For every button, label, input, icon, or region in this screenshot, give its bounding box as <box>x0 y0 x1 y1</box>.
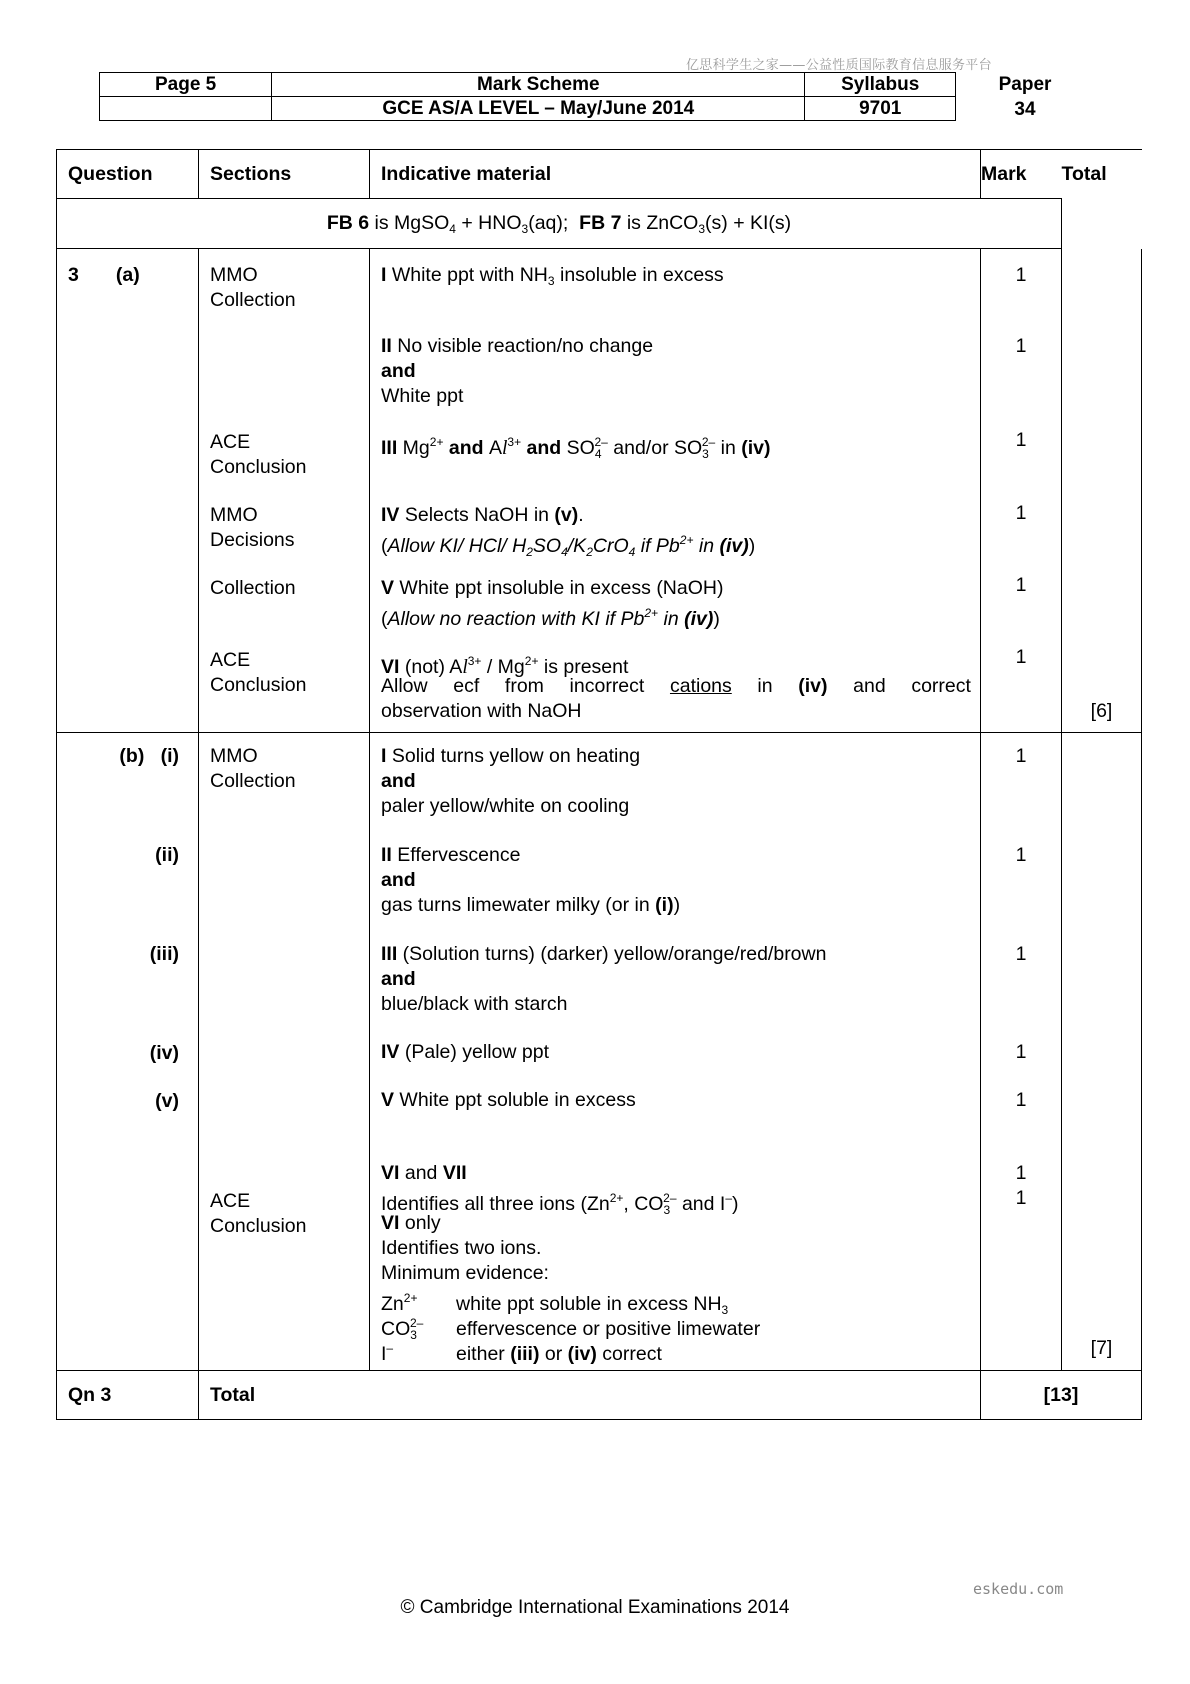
copyright-footer: © Cambridge International Examinations 2014 <box>400 1597 790 1618</box>
mark-cell-b: 1 1 1 1 1 1 1 <box>981 733 1062 1371</box>
paper-label: Paper <box>998 74 1052 95</box>
a-point-III: III $Mg^{2+}$ and $Al^{3+}$ and $SO_4^{2-}$ and/or $SO_3^{2-}$ in (iv) <box>381 435 771 461</box>
page-header-table <box>99 72 956 121</box>
part-b-block <box>57 733 1142 1371</box>
sections-cell-a: MMO Collection ACE Conclusion MMO Decisions Collection ACE Conclusion <box>199 249 370 733</box>
b-point-IV: IV (Pale) yellow ppt <box>381 1041 550 1063</box>
header-empty-cell <box>100 97 272 121</box>
mark-scheme-label: Mark Scheme <box>272 73 805 97</box>
total-label: Total <box>210 1383 256 1406</box>
col-mark: Mark <box>981 150 1062 199</box>
fb-description: FB 6 is MgSO$_4$ + $HNO_3(aq)$; FB 7 is ZnCO$_3$(s) + KI(s) <box>57 199 1062 249</box>
watermark-top: 亿思科学生之家——公益性质国际教育信息服务平台 <box>686 58 992 73</box>
b-point-V: V White ppt soluble in excess <box>381 1089 636 1111</box>
col-material: Indicative material <box>370 150 981 199</box>
b-point-VI-VII: VI and VII <box>381 1162 467 1184</box>
paper-number: 34 <box>1014 99 1036 120</box>
col-sections: Sections <box>199 150 370 199</box>
mark-scheme-table <box>56 149 1142 1420</box>
total-cell-a: [6] <box>1062 249 1142 733</box>
col-total: Total <box>1062 150 1142 199</box>
exam-title: GCE AS/A LEVEL – May/June 2014 <box>272 97 805 121</box>
total-question: Qn 3 <box>68 1383 112 1406</box>
syllabus-code: 9701 <box>805 97 956 121</box>
b-point-II: II Effervescence <box>381 844 521 866</box>
a-point-V: V White ppt insoluble in excess (NaOH) <box>381 577 724 599</box>
paper-box <box>970 72 1080 122</box>
b-point-III: III (Solution turns) (darker) yellow/orange/red/brown <box>381 943 827 965</box>
a-point-II: II No visible reaction/no change <box>381 335 654 357</box>
total-cell-b: [7] <box>1062 733 1142 1371</box>
column-headers <box>57 150 1142 199</box>
fb-row <box>57 199 1142 249</box>
mark-cell-a: 1 1 1 1 1 1 <box>981 249 1062 733</box>
ecf-line: Allow ecf from incorrect cations in (iv) and correct <box>381 675 971 697</box>
total-value: [13] <box>1043 1383 1079 1406</box>
question-cell-a: 3 (a) <box>57 249 199 733</box>
b-point-I: I Solid turns yellow on heating <box>381 745 641 767</box>
a-point-IV: IV Selects NaOH in (v). <box>381 504 584 526</box>
col-question: Question <box>57 150 199 199</box>
part-a-block <box>57 249 1142 733</box>
material-cell-b: I Solid turns yellow on heating and paler yellow/white on cooling II Effervescence and gas turns limewater milky (or in (i)) III (Solution turns) (darker) yellow/orange/red/brown and blue/black with starch IV (Pale) yellow ppt V White ppt soluble in excess VI and VII Identifies all three ions ($Zn^{2+}$, $CO_3^{2-}$ and I–) VI only Identifies two ions. Minimum evidence: $Zn^{2+}$ white ppt soluble in excess $NH_3$ $CO_3^{2-}$ effervescence or positive limewater I– either (iii) or (iv) correct <box>370 733 981 1371</box>
a-point-I: I White ppt with $NH_3$ insoluble in excess <box>381 264 724 288</box>
syllabus-label: Syllabus <box>805 73 956 97</box>
material-cell-a: I White ppt with $NH_3$ insoluble in excess II No visible reaction/no change and White ppt III $Mg^{2+}$ and $Al^{3+}$ and $SO_4^{2-}$ and/or $SO_3^{2-}$ in (iv) IV Selects NaOH in (v). (Allow KI/ HCl/ $H_2SO_4/K_2CrO_4$ if $Pb^{2+}$ in (iv)) V White ppt insoluble in excess (NaOH) (Allow no reaction with KI if $Pb^{2+}$ in (iv)) VI (not) $Al^{3+} / Mg^{2+}$ is present Allow ecf from incorrect cations in (iv) and correct observation with NaOH <box>370 249 981 733</box>
watermark-bottom: eskedu.com <box>973 1580 1064 1598</box>
a-point-VI: VI (not) $Al^{3+} / Mg^{2+}$ is present <box>381 654 629 678</box>
question-cell-b: (b) (i) (ii) (iii) (iv) (v) <box>57 733 199 1371</box>
page-number: Page 5 <box>100 73 272 97</box>
sections-cell-b: MMO Collection ACE Conclusion <box>199 733 370 1371</box>
total-row <box>57 1371 1142 1420</box>
